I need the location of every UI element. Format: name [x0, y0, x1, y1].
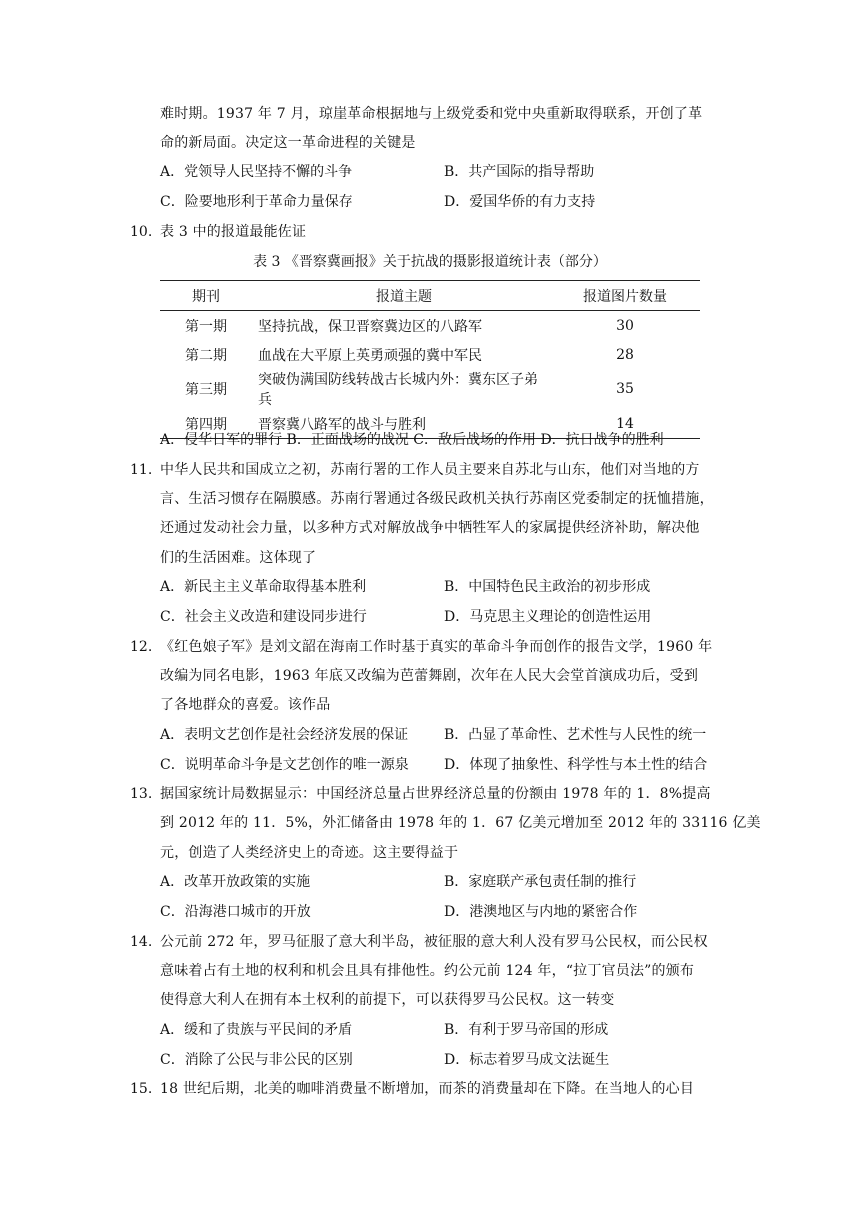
q9-option-d: D．爱国华侨的有力支持	[444, 194, 596, 210]
q12-option-b: B．凸显了革命性、艺术性与人民性的统一	[444, 727, 707, 743]
q13-number: 13.	[130, 786, 153, 802]
table-cell-count: 14	[616, 415, 634, 432]
q13-stem-line-2: 到 2012 年的 11．5%，外汇储备由 1978 年的 1．67 亿美元增加至 2012 年的 33116 亿美	[160, 815, 761, 831]
q11-option-d: D．马克思主义理论的创造性运用	[444, 609, 652, 625]
q9-stem-line-2: 命的新局面。决定这一革命进程的关键是	[160, 135, 416, 151]
q12-option-c: C．说明革命斗争是文艺创作的唯一源泉	[160, 757, 409, 773]
q12-option-d: D．体现了抽象性、科学性与本土性的结合	[444, 757, 708, 773]
q13-option-c: C．沿海港口城市的开放	[160, 904, 311, 920]
q14-option-d: D．标志着罗马成文法诞生	[444, 1052, 610, 1068]
table-cell-issue: 第三期	[185, 382, 227, 398]
q11-option-c: C．社会主义改造和建设同步进行	[160, 609, 367, 625]
report-statistics-table	[160, 280, 700, 439]
q10-options: A．侵华日军的罪行 B．正面战场的战况 C．敌后战场的作用 D．抗日战争的胜利	[160, 432, 664, 448]
q10-number: 10.	[130, 224, 153, 240]
table-cell-topic: 晋察冀八路军的战斗与胜利	[258, 416, 426, 433]
q13-option-a: A．改革开放政策的实施	[160, 874, 311, 890]
q14-option-b: B．有利于罗马帝国的形成	[444, 1022, 609, 1038]
q13-stem-line-1: 据国家统计局数据显示：中国经济总量占世界经济总量的份额由 1978 年的 1．8%提高	[160, 786, 711, 802]
table-row	[160, 340, 700, 369]
table-row	[160, 311, 700, 341]
q11-stem-line-4: 们的生活困难。这体现了	[160, 550, 317, 566]
table-row	[160, 369, 700, 409]
table-cell-count: 28	[616, 346, 634, 363]
table-header-issue: 期刊	[192, 288, 220, 305]
table-header-topic: 报道主题	[376, 288, 432, 305]
table-caption: 表 3 《晋察冀画报》关于抗战的摄影报道统计表（部分）	[253, 254, 607, 270]
q9-option-b: B．共产国际的指导帮助	[444, 164, 595, 180]
q15-stem-line-1: 18 世纪后期，北美的咖啡消费量不断增加，而茶的消费量却在下降。在当地人的心目	[160, 1081, 695, 1097]
q12-stem-line-2: 改编为同名电影，1963 年底又改编为芭蕾舞剧，次年在人民大会堂首演成功后，受到	[160, 668, 699, 684]
table-cell-count: 35	[616, 381, 634, 397]
table-cell-topic: 突破伪满国防线转战古长城内外：冀东区子弟兵	[258, 372, 538, 408]
q11-number: 11.	[130, 462, 153, 478]
q11-stem-line-3: 还通过发动社会力量，以多种方式对解放战争中牺牲军人的家属提供经济补助，解决他	[160, 520, 700, 536]
table-cell-topic: 坚持抗战，保卫晋察冀边区的八路军	[258, 318, 482, 335]
q12-number: 12.	[130, 639, 153, 655]
q13-stem-line-3: 元，创造了人类经济史上的奇迹。这主要得益于	[160, 845, 459, 861]
q13-option-d: D．港澳地区与内地的紧密合作	[444, 904, 638, 920]
q10-stem: 表 3 中的报道最能佐证	[160, 224, 307, 240]
q12-stem-line-3: 了各地群众的喜爱。该作品	[160, 697, 331, 713]
q11-option-b: B．中国特色民主政治的初步形成	[444, 579, 651, 595]
table-header-count: 报道图片数量	[583, 288, 667, 305]
table-cell-issue: 第一期	[185, 318, 227, 335]
table-cell-issue: 第二期	[185, 347, 227, 364]
q12-stem-line-1: 《红色娘子军》是刘文韶在海南工作时基于真实的革命斗争而创作的报告文学，1960 年	[160, 639, 713, 655]
q14-stem-line-1: 公元前 272 年，罗马征服了意大利半岛，被征服的意大利人没有罗马公民权，而公民权	[160, 934, 708, 950]
table-header-row	[160, 281, 700, 311]
q14-stem-line-3: 使得意大利人在拥有本土权利的前提下，可以获得罗马公民权。这一转变	[160, 992, 615, 1008]
q9-stem-line-1: 难时期。1937 年 7 月，琼崖革命根据地与上级党委和党中央重新取得联系，开创了革	[160, 106, 703, 122]
q12-option-a: A．表明文艺创作是社会经济发展的保证	[160, 727, 409, 743]
q13-option-b: B．家庭联产承包责任制的推行	[444, 874, 637, 890]
q14-stem-line-2: 意味着占有土地的权利和机会且具有排他性。约公元前 124 年，“拉丁官员法”的颁布	[160, 963, 695, 979]
q9-option-a: A．党领导人民坚持不懈的斗争	[160, 164, 353, 180]
q11-stem-line-1: 中华人民共和国成立之初，苏南行署的工作人员主要来自苏北与山东，他们对当地的方	[160, 462, 700, 478]
q14-option-c: C．消除了公民与非公民的区别	[160, 1052, 353, 1068]
table-cell-issue: 第四期	[185, 416, 227, 433]
q14-option-a: A．缓和了贵族与平民间的矛盾	[160, 1022, 353, 1038]
table-cell-count: 30	[616, 317, 634, 334]
q11-option-a: A．新民主主义革命取得基本胜利	[160, 579, 367, 595]
table-cell-topic: 血战在大平原上英勇顽强的冀中军民	[258, 347, 482, 364]
q15-number: 15.	[130, 1081, 153, 1097]
q9-option-c: C．险要地形利于革命力量保存	[160, 194, 353, 210]
q11-stem-line-2: 言、生活习惯存在隔膜感。苏南行署通过各级民政机关执行苏南区党委制定的抚恤措施，	[160, 491, 714, 507]
q14-number: 14.	[130, 934, 153, 950]
